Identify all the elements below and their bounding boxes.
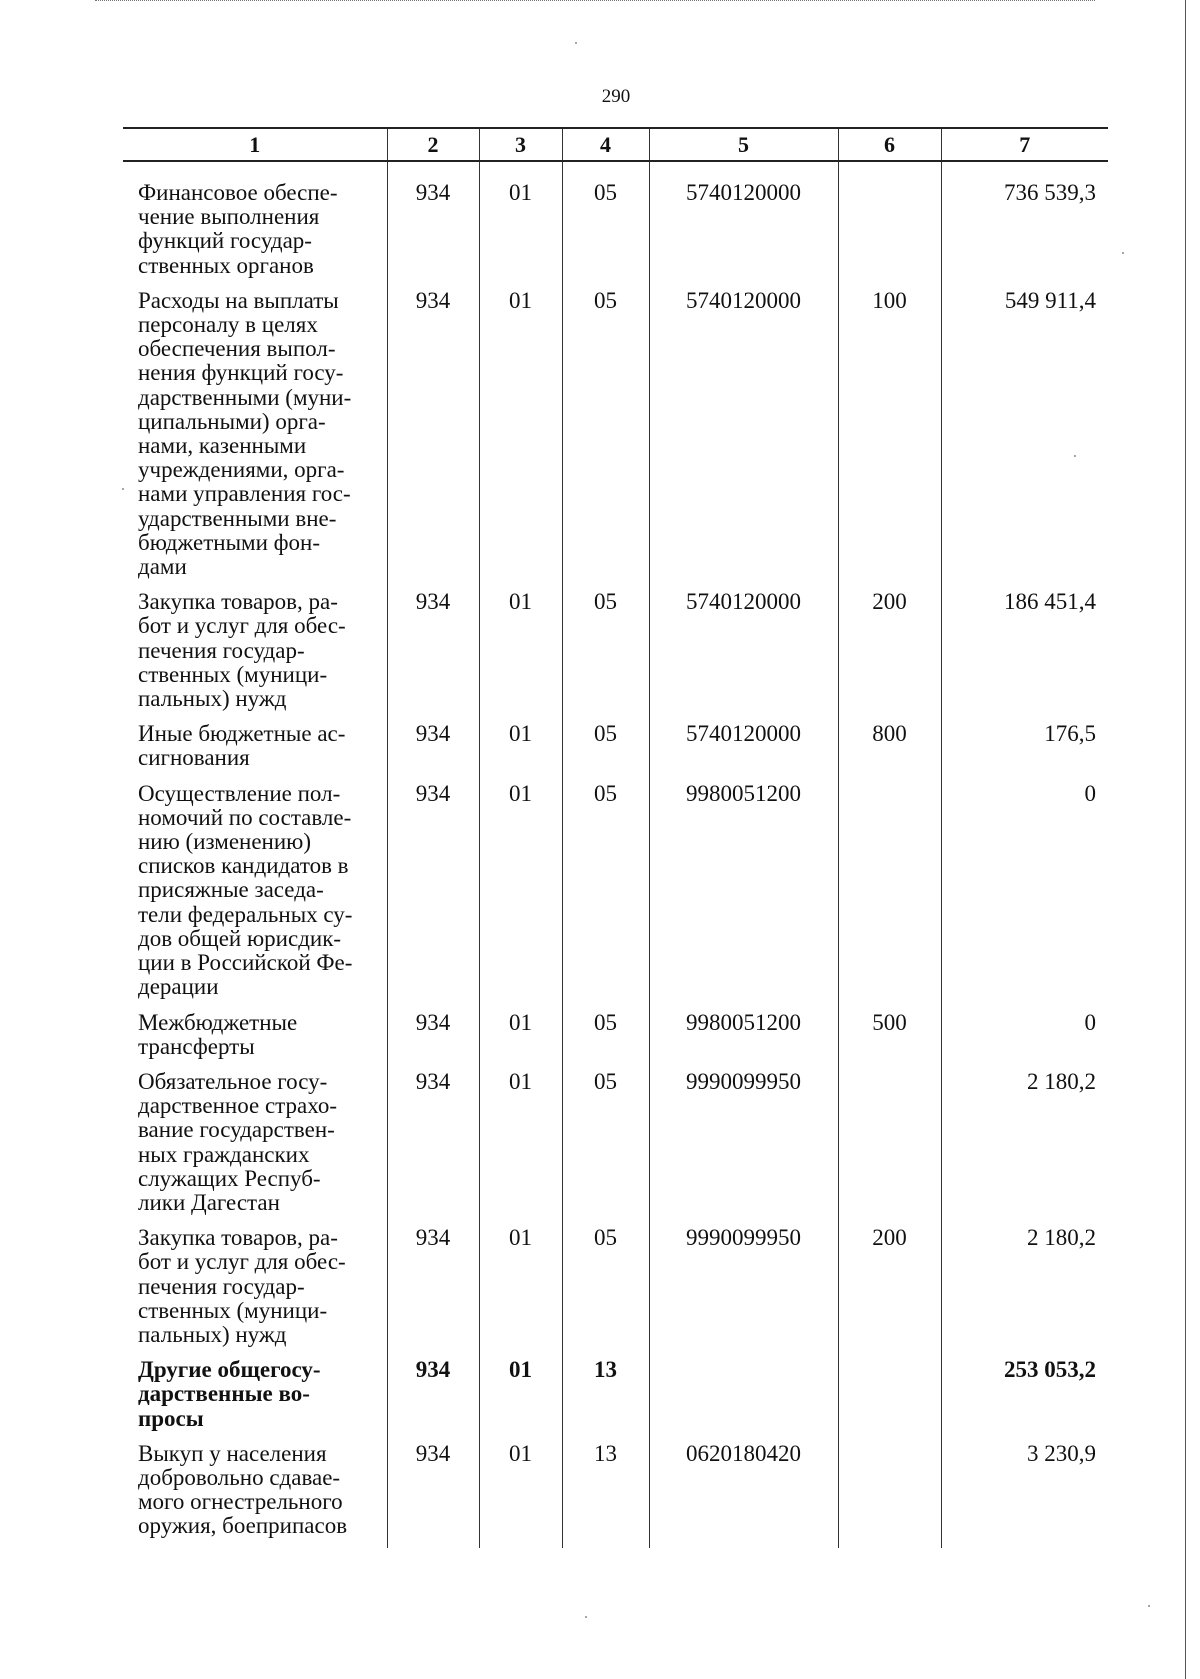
row-name-line: служащих Респуб- bbox=[138, 1165, 321, 1191]
scan-speck bbox=[575, 42, 577, 44]
row-name-line: персоналу в целях bbox=[138, 312, 318, 338]
admin-code-cell: 934 bbox=[387, 590, 479, 722]
scan-speck bbox=[1148, 1605, 1150, 1607]
row-name-cell bbox=[123, 161, 387, 289]
table-row bbox=[123, 1070, 1108, 1226]
target-article-cell: 5740120000 bbox=[649, 590, 838, 722]
admin-code-cell: 934 bbox=[387, 289, 479, 590]
target-article-cell: 0620180420 bbox=[649, 1442, 838, 1548]
subsection-code-cell: 05 bbox=[562, 289, 649, 590]
amount-cell: 186 451,4 bbox=[941, 590, 1108, 722]
subsection-code-cell: 05 bbox=[562, 722, 649, 781]
row-name-line: трансферты bbox=[138, 1033, 255, 1059]
subsection-code-cell: 05 bbox=[562, 161, 649, 289]
section-code-cell: 01 bbox=[479, 289, 562, 590]
target-article-cell: 9980051200 bbox=[649, 1011, 838, 1070]
scan-speck bbox=[585, 1616, 587, 1618]
row-name-line: нения функций госу- bbox=[138, 360, 344, 386]
row-name-cell bbox=[123, 782, 387, 1011]
row-name-line: Осуществление пол- bbox=[138, 780, 341, 806]
section-code-cell: 01 bbox=[479, 722, 562, 781]
row-name-line: Закупка товаров, ра- bbox=[138, 589, 338, 615]
table-row bbox=[123, 1011, 1108, 1070]
scan-border-right bbox=[1185, 0, 1187, 1679]
admin-code-cell: 934 bbox=[387, 722, 479, 781]
admin-code-cell: 934 bbox=[387, 782, 479, 1011]
row-name-line: ственных (муници- bbox=[138, 1297, 328, 1323]
subsection-code-cell: 13 bbox=[562, 1442, 649, 1548]
scan-speck bbox=[1122, 252, 1124, 254]
row-name-line: оружия, боеприпасов bbox=[138, 1513, 348, 1539]
table-row bbox=[123, 1442, 1108, 1548]
row-name-line: дарственные во- bbox=[138, 1381, 310, 1407]
amount-cell: 253 053,2 bbox=[941, 1358, 1108, 1442]
target-article-cell: 5740120000 bbox=[649, 722, 838, 781]
row-name-line: Расходы на выплаты bbox=[138, 287, 339, 313]
row-name-line: лики Дагестан bbox=[138, 1189, 280, 1215]
table-row bbox=[123, 289, 1108, 590]
admin-code-cell: 934 bbox=[387, 1070, 479, 1226]
row-name-line: нами, казенными bbox=[138, 433, 307, 459]
row-name-line: ных гражданских bbox=[138, 1141, 310, 1167]
scan-border-top bbox=[95, 0, 1095, 2]
row-name-line: дерации bbox=[138, 974, 219, 1000]
row-name-line: номочий по составле- bbox=[138, 804, 352, 830]
target-article-cell: 9990099950 bbox=[649, 1070, 838, 1226]
row-name-line: бот и услуг для обес- bbox=[138, 1249, 346, 1275]
section-code-cell: 01 bbox=[479, 161, 562, 289]
row-name-cell bbox=[123, 590, 387, 722]
row-name-line: ударственными вне- bbox=[138, 505, 337, 531]
section-code-cell: 01 bbox=[479, 1358, 562, 1442]
target-article-cell: 5740120000 bbox=[649, 161, 838, 289]
amount-cell: 0 bbox=[941, 782, 1108, 1011]
column-header-1: 1 bbox=[123, 128, 387, 161]
table-body bbox=[123, 161, 1108, 1548]
row-name-cell bbox=[123, 1070, 387, 1226]
row-name-line: пальных) нужд bbox=[138, 1321, 287, 1347]
row-name-line: пальных) нужд bbox=[138, 686, 287, 712]
row-name-line: Иные бюджетные ас- bbox=[138, 721, 346, 747]
budget-table bbox=[123, 127, 1108, 1548]
row-name-line: обеспечения выпол- bbox=[138, 336, 336, 362]
row-name-line: учреждениями, орга- bbox=[138, 457, 345, 483]
row-name-line: Выкуп у населения bbox=[138, 1440, 327, 1466]
amount-cell: 736 539,3 bbox=[941, 161, 1108, 289]
subsection-code-cell: 05 bbox=[562, 1011, 649, 1070]
section-code-cell: 01 bbox=[479, 590, 562, 722]
row-name-line: дов общей юрисдик- bbox=[138, 925, 342, 951]
row-name-line: нию (изменению) bbox=[138, 829, 312, 855]
column-header-2: 2 bbox=[387, 128, 479, 161]
row-name-cell bbox=[123, 1358, 387, 1442]
admin-code-cell: 934 bbox=[387, 1358, 479, 1442]
row-name-line: просы bbox=[138, 1405, 204, 1431]
admin-code-cell: 934 bbox=[387, 1011, 479, 1070]
section-code-cell: 01 bbox=[479, 782, 562, 1011]
expense-type-cell bbox=[838, 161, 941, 289]
row-name-line: мого огнестрельного bbox=[138, 1489, 343, 1515]
row-name-line: ственных (муници- bbox=[138, 661, 328, 687]
row-name-line: ственных органов bbox=[138, 252, 314, 278]
column-header-6: 6 bbox=[838, 128, 941, 161]
target-article-cell: 9990099950 bbox=[649, 1226, 838, 1358]
amount-cell: 0 bbox=[941, 1011, 1108, 1070]
amount-cell: 176,5 bbox=[941, 722, 1108, 781]
column-header-4: 4 bbox=[562, 128, 649, 161]
row-name-line: дарственными (муни- bbox=[138, 384, 352, 410]
expense-type-cell: 100 bbox=[838, 289, 941, 590]
section-code-cell: 01 bbox=[479, 1011, 562, 1070]
table-header-row bbox=[123, 128, 1108, 161]
table-row bbox=[123, 161, 1108, 289]
subsection-code-cell: 13 bbox=[562, 1358, 649, 1442]
admin-code-cell: 934 bbox=[387, 1226, 479, 1358]
row-name-cell bbox=[123, 1011, 387, 1070]
expense-type-cell: 200 bbox=[838, 1226, 941, 1358]
amount-cell: 3 230,9 bbox=[941, 1442, 1108, 1548]
subsection-code-cell: 05 bbox=[562, 782, 649, 1011]
expense-type-cell: 800 bbox=[838, 722, 941, 781]
admin-code-cell: 934 bbox=[387, 161, 479, 289]
expense-type-cell bbox=[838, 1070, 941, 1226]
row-name-line: печения государ- bbox=[138, 637, 305, 663]
column-header-5: 5 bbox=[649, 128, 838, 161]
expense-type-cell bbox=[838, 1358, 941, 1442]
row-name-line: Другие общегосу- bbox=[138, 1357, 321, 1383]
row-name-line: бот и услуг для обес- bbox=[138, 613, 346, 639]
target-article-cell bbox=[649, 1358, 838, 1442]
row-name-line: ципальными) орга- bbox=[138, 408, 326, 434]
row-name-line: тели федеральных су- bbox=[138, 901, 353, 927]
amount-cell: 2 180,2 bbox=[941, 1226, 1108, 1358]
subsection-code-cell: 05 bbox=[562, 1070, 649, 1226]
column-header-3: 3 bbox=[479, 128, 562, 161]
target-article-cell: 9980051200 bbox=[649, 782, 838, 1011]
column-header-7: 7 bbox=[941, 128, 1108, 161]
row-name-cell bbox=[123, 1442, 387, 1548]
amount-cell: 2 180,2 bbox=[941, 1070, 1108, 1226]
subsection-code-cell: 05 bbox=[562, 1226, 649, 1358]
expense-type-cell: 200 bbox=[838, 590, 941, 722]
section-code-cell: 01 bbox=[479, 1226, 562, 1358]
expense-type-cell bbox=[838, 782, 941, 1011]
row-name-line: присяжные заседа- bbox=[138, 877, 324, 903]
section-code-cell: 01 bbox=[479, 1070, 562, 1226]
row-name-line: Обязательное госу- bbox=[138, 1068, 328, 1094]
amount-cell: 549 911,4 bbox=[941, 289, 1108, 590]
row-name-line: печения государ- bbox=[138, 1273, 305, 1299]
row-name-line: дарственное страхо- bbox=[138, 1093, 337, 1119]
row-name-line: ции в Российской Фе- bbox=[138, 950, 353, 976]
row-name-line: Закупка товаров, ра- bbox=[138, 1225, 338, 1251]
table-row bbox=[123, 1226, 1108, 1358]
section-code-cell: 01 bbox=[479, 1442, 562, 1548]
row-name-cell bbox=[123, 722, 387, 781]
subsection-code-cell: 05 bbox=[562, 590, 649, 722]
row-name-cell bbox=[123, 1226, 387, 1358]
row-name-line: бюджетными фон- bbox=[138, 529, 321, 555]
row-name-line: дами bbox=[138, 554, 187, 580]
row-name-cell bbox=[123, 289, 387, 590]
row-name-line: добровольно сдавае- bbox=[138, 1464, 341, 1490]
expense-type-cell: 500 bbox=[838, 1011, 941, 1070]
admin-code-cell: 934 bbox=[387, 1442, 479, 1548]
row-name-line: нами управления гос- bbox=[138, 481, 351, 507]
row-name-line: чение выполнения bbox=[138, 204, 320, 230]
row-name-line: функций государ- bbox=[138, 228, 312, 254]
row-name-line: сигнования bbox=[138, 745, 250, 771]
table-row bbox=[123, 590, 1108, 722]
row-name-line: вание государствен- bbox=[138, 1117, 335, 1143]
page-number: 290 bbox=[601, 86, 631, 107]
table-row bbox=[123, 1358, 1108, 1442]
target-article-cell: 5740120000 bbox=[649, 289, 838, 590]
table-row bbox=[123, 722, 1108, 781]
table-row bbox=[123, 782, 1108, 1011]
row-name-line: списков кандидатов в bbox=[138, 853, 349, 879]
expense-type-cell bbox=[838, 1442, 941, 1548]
row-name-line: Межбюджетные bbox=[138, 1009, 298, 1035]
row-name-line: Финансовое обеспе- bbox=[138, 180, 338, 205]
